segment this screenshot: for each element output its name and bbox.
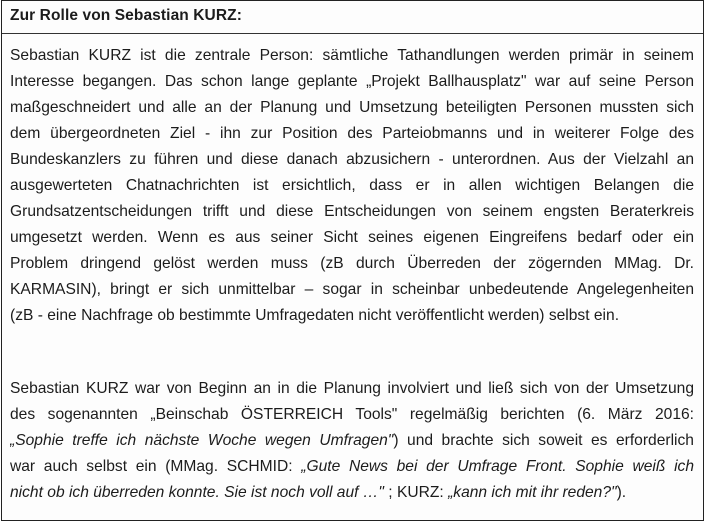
chat-quote: „kann ich mit ihr reden?" [448,484,617,501]
document-box [1,0,704,521]
chat-quote: „Gute News bei der Umfrage Front. Sophie weiß ich [301,458,694,475]
text-line: Interesse begangen. Das schon lange geplante „Projekt Ballhausplatz" war auf seine Person [10,73,694,90]
text-line: maßgeschneidert und alle an der Planung und Umsetzung beteiligten Personen mussten sich [10,99,694,116]
text-fragment: ; KURZ: [383,484,449,501]
text-line: ausgewerteten Chatnachrichten ist ersichtlich, dass er in allen wichtigen Belangen die [10,177,694,194]
paragraph-kurz-central-role [10,43,694,329]
text-line [10,480,694,506]
text-fragment: war auch selbst ein (MMag. SCHMID: [10,458,302,475]
text-line: umgesetzt werden. Wenn es aus seiner Sicht seines eigenen Eingreifens bedarf oder ein [10,229,694,246]
text-line: Sebastian KURZ war von Beginn an in die Planung involviert und ließ sich von der Umsetzung [10,380,694,397]
text-fragment: ). [616,484,627,501]
heading-row [2,1,703,34]
text-fragment: ) und brachte sich soweit es erforderlich [393,432,694,449]
paragraph-kurz-involvement [10,376,694,506]
text-line [10,454,694,480]
text-line: Problem dringend gelöst werden muss (zB durch Überreden der zögernden MMag. Dr. [10,255,694,272]
text-line: Bundeskanzlers zu führen und diese danach abzusichern - unterordnen. Aus der Vielzahl an [10,151,694,168]
chat-quote: nicht ob ich überreden konnte. Sie ist noch voll auf …" [10,484,384,501]
text-line: des sogenannten „Beinschab ÖSTERREICH Tools" regelmäßig berichten (6. März 2016: [10,406,694,423]
text-line: (zB - eine Nachfrage ob bestimmte Umfragedaten nicht veröffentlicht werden) selbst ein. [10,307,620,324]
text-line: KARMASIN), bringt er sich unmittelbar – sogar in scheinbar unbedeutende Angelegenheiten [10,281,694,298]
chat-quote: „Sophie treffe ich nächste Woche wegen Umfragen" [10,432,394,449]
text-line: Grundsatzentscheidungen trifft und diese Entscheidungen von seinem engsten Beraterkreis [10,203,694,220]
text-line: dem übergeordneten Ziel - ihn zur Position des Parteiobmanns und in weiterer Folge des [10,125,694,142]
text-line: Sebastian KURZ ist die zentrale Person: sämtliche Tathandlungen werden primär in seinem [10,47,694,64]
text-line [10,428,694,454]
section-heading: Zur Rolle von Sebastian KURZ: [10,7,242,24]
